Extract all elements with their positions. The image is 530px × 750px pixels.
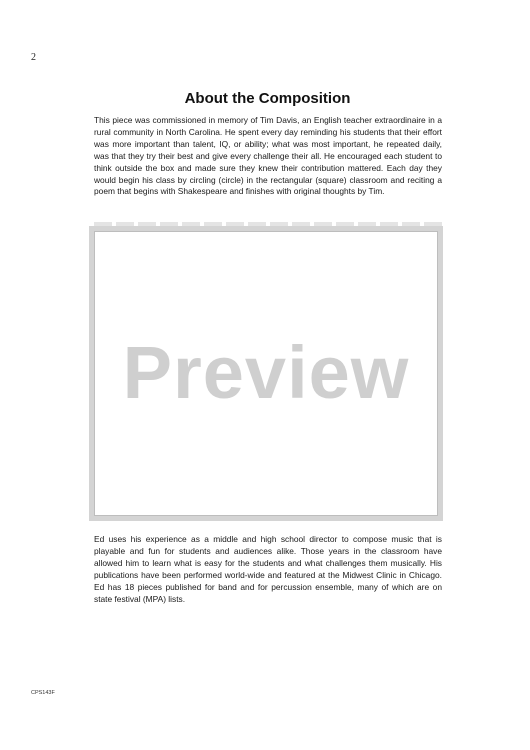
composition-paragraph: This piece was commissioned in memory of Tim Davis, an English teacher extraordinaire in a rural community in North Carolina. He spent every day reminding his students that their effort was more important than talent, IQ, or ability; what was most important, he repeated daily, was that they try their best and give every challenge their all. He encouraged each student to think outside the box and made sure they knew their contribution mattered. Each day they would begin his class by circling (circle) in the rectangular (square) classroom and reciting a poem that begins with Shakespeare and finishes with original thoughts by Tim. bbox=[94, 115, 442, 197]
preview-watermark-text: Preview bbox=[122, 331, 410, 414]
page-number: 2 bbox=[31, 52, 36, 63]
composer-bio-paragraph: Ed uses his experience as a middle and high school director to compose music that is playable and fun for students and audiences alike. Those years in the classroom have allowed him to learn what is easy for the students and what challenges them musically. His publications have been performed world-wide and featured at the Midwest Clinic in Chicago. Ed has 18 pieces published for band and for percussion ensemble, many of which are on state festival (MPA) lists. bbox=[94, 534, 442, 604]
page-title: About the Composition bbox=[184, 90, 351, 107]
preview-watermark-box bbox=[89, 226, 443, 521]
catalog-code: CPS143F bbox=[31, 690, 55, 696]
